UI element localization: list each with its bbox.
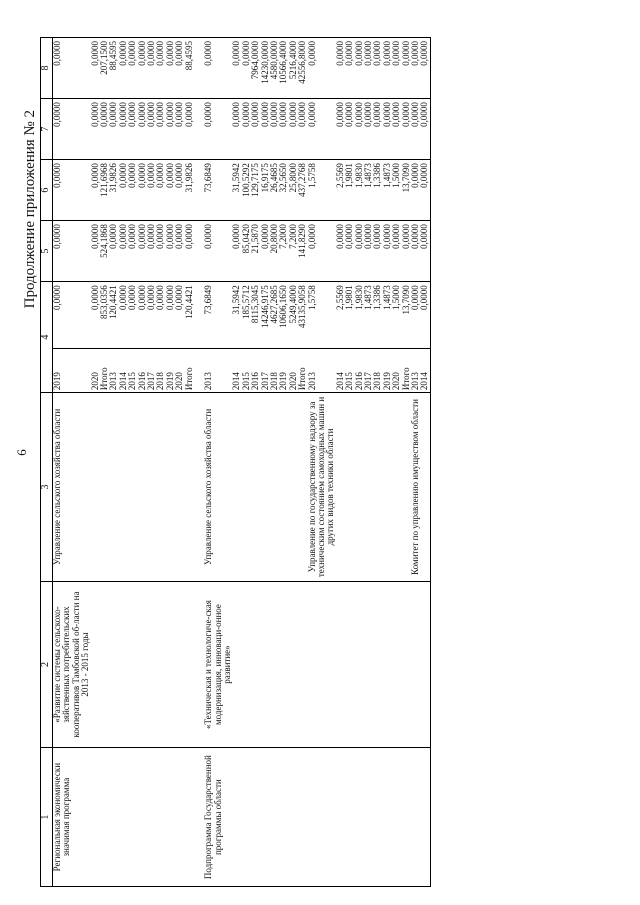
value-cell: 0,0000 [138, 221, 147, 282]
value-cell: 1,4873 [364, 160, 373, 221]
value-cell: 0,0000 [345, 38, 354, 99]
year-cell: 2013 [308, 348, 336, 392]
column-number: 7 [41, 99, 53, 160]
year-cell: 2016 [355, 348, 364, 392]
value-cell: 0,0000 [411, 160, 420, 221]
value-cell: 0,0000 [232, 221, 241, 282]
value-cell: 31,9826 [185, 160, 194, 221]
responsible-executor: Управление по государственному надзору за техническим состоянием самоходных машин и других видов техники области [308, 393, 336, 582]
year-cell: 2019 [279, 348, 288, 392]
value-cell: 0,0000 [175, 160, 184, 221]
year-cell: Итого [185, 348, 194, 392]
value-cell: 16,9175 [261, 160, 270, 221]
value-cell: 7,2000 [279, 221, 288, 282]
value-cell: 0,0000 [147, 282, 156, 349]
value-cell: 0,0000 [402, 38, 411, 99]
value-cell: 0,0000 [166, 99, 175, 160]
value-cell: 1,9801 [345, 282, 354, 349]
value-cell: 25,8000 [289, 160, 298, 221]
value-cell: 0,0000 [251, 99, 260, 160]
program-title: «Техническая и технологиче-ская модернизация, инноваци-онное развитие» [204, 581, 232, 747]
value-cell: 73,6849 [204, 282, 232, 349]
value-cell: 0,0000 [336, 38, 345, 99]
value-cell: 4627,2685 [270, 282, 279, 349]
year-cell: 2015 [345, 348, 354, 392]
value-cell: 0,0000 [175, 99, 184, 160]
year-cell: 2020 [175, 348, 184, 392]
value-cell: 0,0000 [138, 38, 147, 99]
value-cell: 0,0000 [91, 282, 100, 349]
value-cell: 0,0000 [420, 160, 430, 221]
value-cell: 1,5000 [392, 160, 401, 221]
value-cell: 0,0000 [53, 160, 91, 221]
year-cell: 2018 [156, 348, 165, 392]
value-cell: 0,0000 [147, 99, 156, 160]
program-type: Региональная экономически значимая программа [53, 748, 91, 887]
value-cell: 1,9830 [355, 160, 364, 221]
value-cell: 0,0000 [138, 282, 147, 349]
value-cell: 0,0000 [119, 221, 128, 282]
value-cell: 2,5569 [336, 282, 345, 349]
value-cell: 0,0000 [185, 99, 194, 160]
value-cell: 0,0000 [166, 160, 175, 221]
year-cell: 2016 [251, 348, 260, 392]
value-cell: 7964,0000 [251, 38, 260, 99]
year-cell: 2014 [232, 348, 241, 392]
value-cell: 0,0000 [383, 99, 392, 160]
value-cell: 0,0000 [156, 221, 165, 282]
value-cell: 0,0000 [420, 99, 430, 160]
table-row [53, 38, 91, 887]
value-cell: 0,0000 [345, 99, 354, 160]
value-cell: 0,0000 [91, 99, 100, 160]
page-number: 6 [14, 449, 29, 456]
value-cell: 0,0000 [119, 160, 128, 221]
value-cell: 0,0000 [355, 99, 364, 160]
value-cell: 1,5758 [308, 282, 336, 349]
value-cell: 0,0000 [128, 38, 137, 99]
value-cell: 0,0000 [402, 221, 411, 282]
year-cell: Итого [100, 348, 109, 392]
year-cell: 2013 [109, 348, 118, 392]
year-cell: 2015 [242, 348, 251, 392]
value-cell: 0,0000 [147, 38, 156, 99]
value-cell: 0,0000 [138, 99, 147, 160]
value-cell: 0,0000 [392, 38, 401, 99]
value-cell: 0,0000 [128, 282, 137, 349]
value-cell: 8115,3045 [251, 282, 260, 349]
value-cell: 73,6849 [204, 160, 232, 221]
value-cell: 0,0000 [411, 38, 420, 99]
value-cell: 0,0000 [373, 38, 382, 99]
year-cell: 2017 [364, 348, 373, 392]
value-cell: 0,0000 [128, 160, 137, 221]
value-cell: 0,0000 [383, 38, 392, 99]
continuation-label: Продолжение приложения № 2 [22, 110, 38, 309]
year-cell: Итого [298, 348, 307, 392]
value-cell: 853,0356 [100, 282, 109, 349]
value-cell: 10606,1650 [279, 282, 288, 349]
column-number: 4 [41, 282, 53, 393]
value-cell: 0,0000 [147, 160, 156, 221]
table-row [204, 38, 232, 887]
table-row [420, 38, 430, 887]
value-cell: 0,0000 [392, 99, 401, 160]
value-cell: 0,0000 [100, 99, 109, 160]
value-cell: 0,0000 [156, 99, 165, 160]
value-cell: 1,4873 [383, 160, 392, 221]
value-cell: 0,0000 [270, 99, 279, 160]
value-cell: 5249,4000 [289, 282, 298, 349]
value-cell: 0,0000 [53, 99, 91, 160]
value-cell: 0,0000 [336, 99, 345, 160]
year-cell: 2020 [289, 348, 298, 392]
value-cell: 1,3386 [373, 282, 382, 349]
value-cell: 21,5870 [251, 221, 260, 282]
year-cell: 2013 [411, 348, 420, 392]
value-cell: 1,9801 [345, 160, 354, 221]
value-cell: 31,5942 [232, 160, 241, 221]
value-cell: 0,0000 [298, 99, 307, 160]
value-cell: 120,4421 [185, 282, 194, 349]
budget-table [40, 37, 431, 887]
value-cell: 13,7090 [402, 160, 411, 221]
value-cell: 0,0000 [411, 221, 420, 282]
value-cell: 0,0000 [128, 221, 137, 282]
value-cell: 0,0000 [204, 38, 232, 99]
value-cell: 26,4685 [270, 160, 279, 221]
value-cell: 437,2768 [298, 160, 307, 221]
value-cell: 1,3386 [373, 160, 382, 221]
value-cell: 100,5292 [242, 160, 251, 221]
value-cell: 141,8290 [298, 221, 307, 282]
year-cell: 2014 [119, 348, 128, 392]
value-cell: 0,0000 [185, 221, 194, 282]
value-cell: 524,1868 [100, 221, 109, 282]
value-cell: 0,0000 [147, 221, 156, 282]
value-cell: 0,0000 [128, 99, 137, 160]
value-cell: 0,0000 [175, 282, 184, 349]
value-cell: 0,0000 [242, 38, 251, 99]
value-cell: 0,0000 [411, 99, 420, 160]
value-cell: 31,5942 [232, 282, 241, 349]
program-type: Подпрограмма Государственной программы области [204, 748, 232, 887]
value-cell: 1,5758 [308, 160, 336, 221]
value-cell: 0,0000 [364, 221, 373, 282]
value-cell: 0,0000 [91, 160, 100, 221]
value-cell: 0,0000 [392, 221, 401, 282]
value-cell: 0,0000 [138, 160, 147, 221]
value-cell: 0,0000 [204, 99, 232, 160]
value-cell: 0,0000 [355, 38, 364, 99]
value-cell: 0,0000 [279, 99, 288, 160]
value-cell: 0,0000 [289, 99, 298, 160]
value-cell: 185,5712 [242, 282, 251, 349]
year-cell: 2020 [392, 348, 401, 392]
value-cell: 0,0000 [109, 221, 118, 282]
year-cell: 2014 [336, 348, 345, 392]
table-row [185, 38, 194, 887]
value-cell: 0,0000 [373, 221, 382, 282]
value-cell: 0,0000 [53, 38, 91, 99]
value-cell: 0,0000 [308, 99, 336, 160]
value-cell: 5216,4000 [289, 38, 298, 99]
value-cell: 121,6968 [100, 160, 109, 221]
value-cell: 7,2000 [289, 221, 298, 282]
value-cell: 0,0000 [364, 99, 373, 160]
column-number: 2 [41, 581, 53, 747]
year-cell: 2018 [373, 348, 382, 392]
value-cell: 0,0000 [109, 99, 118, 160]
value-cell: 0,0000 [166, 282, 175, 349]
year-cell: 2018 [270, 348, 279, 392]
column-number: 6 [41, 160, 53, 221]
value-cell: 88,4595 [109, 38, 118, 99]
year-cell: 2019 [166, 348, 175, 392]
column-number: 1 [41, 748, 53, 887]
value-cell: 0,0000 [420, 282, 430, 349]
value-cell: 10566,4000 [279, 38, 288, 99]
year-cell: 2019 [383, 348, 392, 392]
value-cell: 0,0000 [261, 221, 270, 282]
value-cell: 0,0000 [232, 38, 241, 99]
column-number: 8 [41, 38, 53, 99]
year-cell: 2015 [128, 348, 137, 392]
column-number: 5 [41, 221, 53, 282]
value-cell: 0,0000 [156, 38, 165, 99]
value-cell: 0,0000 [345, 221, 354, 282]
value-cell: 207,1500 [100, 38, 109, 99]
value-cell: 0,0000 [119, 99, 128, 160]
responsible-executor: Управление сельского хозяйства области [53, 393, 91, 582]
value-cell: 2,5569 [336, 160, 345, 221]
value-cell: 0,0000 [308, 221, 336, 282]
year-cell: 2016 [138, 348, 147, 392]
value-cell: 1,4873 [364, 282, 373, 349]
value-cell: 0,0000 [175, 221, 184, 282]
value-cell: 0,0000 [156, 282, 165, 349]
value-cell: 13,7090 [402, 282, 411, 349]
value-cell: 0,0000 [355, 221, 364, 282]
year-cell: 2019 [53, 348, 91, 392]
value-cell: 4580,0000 [270, 38, 279, 99]
table-row [308, 38, 336, 887]
value-cell: 129,7175 [251, 160, 260, 221]
value-cell: 0,0000 [204, 221, 232, 282]
responsible-executor: Комитет по управлению имуществом области [411, 393, 420, 582]
value-cell: 88,4595 [185, 38, 194, 99]
value-cell: 0,0000 [91, 221, 100, 282]
column-number-row [41, 38, 53, 887]
value-cell: 0,0000 [364, 38, 373, 99]
value-cell: 14246,9175 [261, 282, 270, 349]
value-cell: 0,0000 [119, 38, 128, 99]
value-cell: 0,0000 [166, 221, 175, 282]
year-cell: 2017 [261, 348, 270, 392]
value-cell: 0,0000 [53, 221, 91, 282]
value-cell: 0,0000 [175, 38, 184, 99]
value-cell: 0,0000 [91, 38, 100, 99]
value-cell: 1,9830 [355, 282, 364, 349]
value-cell: 85,0420 [242, 221, 251, 282]
program-title: «Развитие системы сельскохо-зяйственных потребительских кооперативов Тамбовской об-ласти на 2013 - 2015 годы [53, 581, 91, 747]
value-cell: 0,0000 [232, 99, 241, 160]
value-cell: 0,0000 [336, 221, 345, 282]
value-cell: 42556,8000 [298, 38, 307, 99]
value-cell: 0,0000 [308, 38, 336, 99]
responsible-executor: Управление сельского хозяйства области [204, 393, 232, 582]
year-cell: 2020 [91, 348, 100, 392]
column-number: 3 [41, 393, 53, 582]
value-cell: 0,0000 [373, 99, 382, 160]
value-cell: 0,0000 [261, 99, 270, 160]
value-cell: 0,0000 [166, 38, 175, 99]
value-cell: 120,4421 [109, 282, 118, 349]
value-cell: 0,0000 [402, 99, 411, 160]
year-cell: 2013 [204, 348, 232, 392]
value-cell: 0,0000 [53, 282, 91, 349]
value-cell: 0,0000 [156, 160, 165, 221]
value-cell: 14230,0000 [261, 38, 270, 99]
value-cell: 43135,9058 [298, 282, 307, 349]
value-cell: 0,0000 [383, 221, 392, 282]
year-cell: Итого [402, 348, 411, 392]
value-cell: 20,8000 [270, 221, 279, 282]
value-cell: 0,0000 [420, 38, 430, 99]
value-cell: 1,4873 [383, 282, 392, 349]
year-cell: 2017 [147, 348, 156, 392]
value-cell: 0,0000 [411, 282, 420, 349]
value-cell: 0,0000 [242, 99, 251, 160]
value-cell: 31,9826 [109, 160, 118, 221]
value-cell: 0,0000 [420, 221, 430, 282]
value-cell: 32,5650 [279, 160, 288, 221]
year-cell: 2014 [420, 348, 430, 392]
value-cell: 0,0000 [119, 282, 128, 349]
value-cell: 1,5000 [392, 282, 401, 349]
